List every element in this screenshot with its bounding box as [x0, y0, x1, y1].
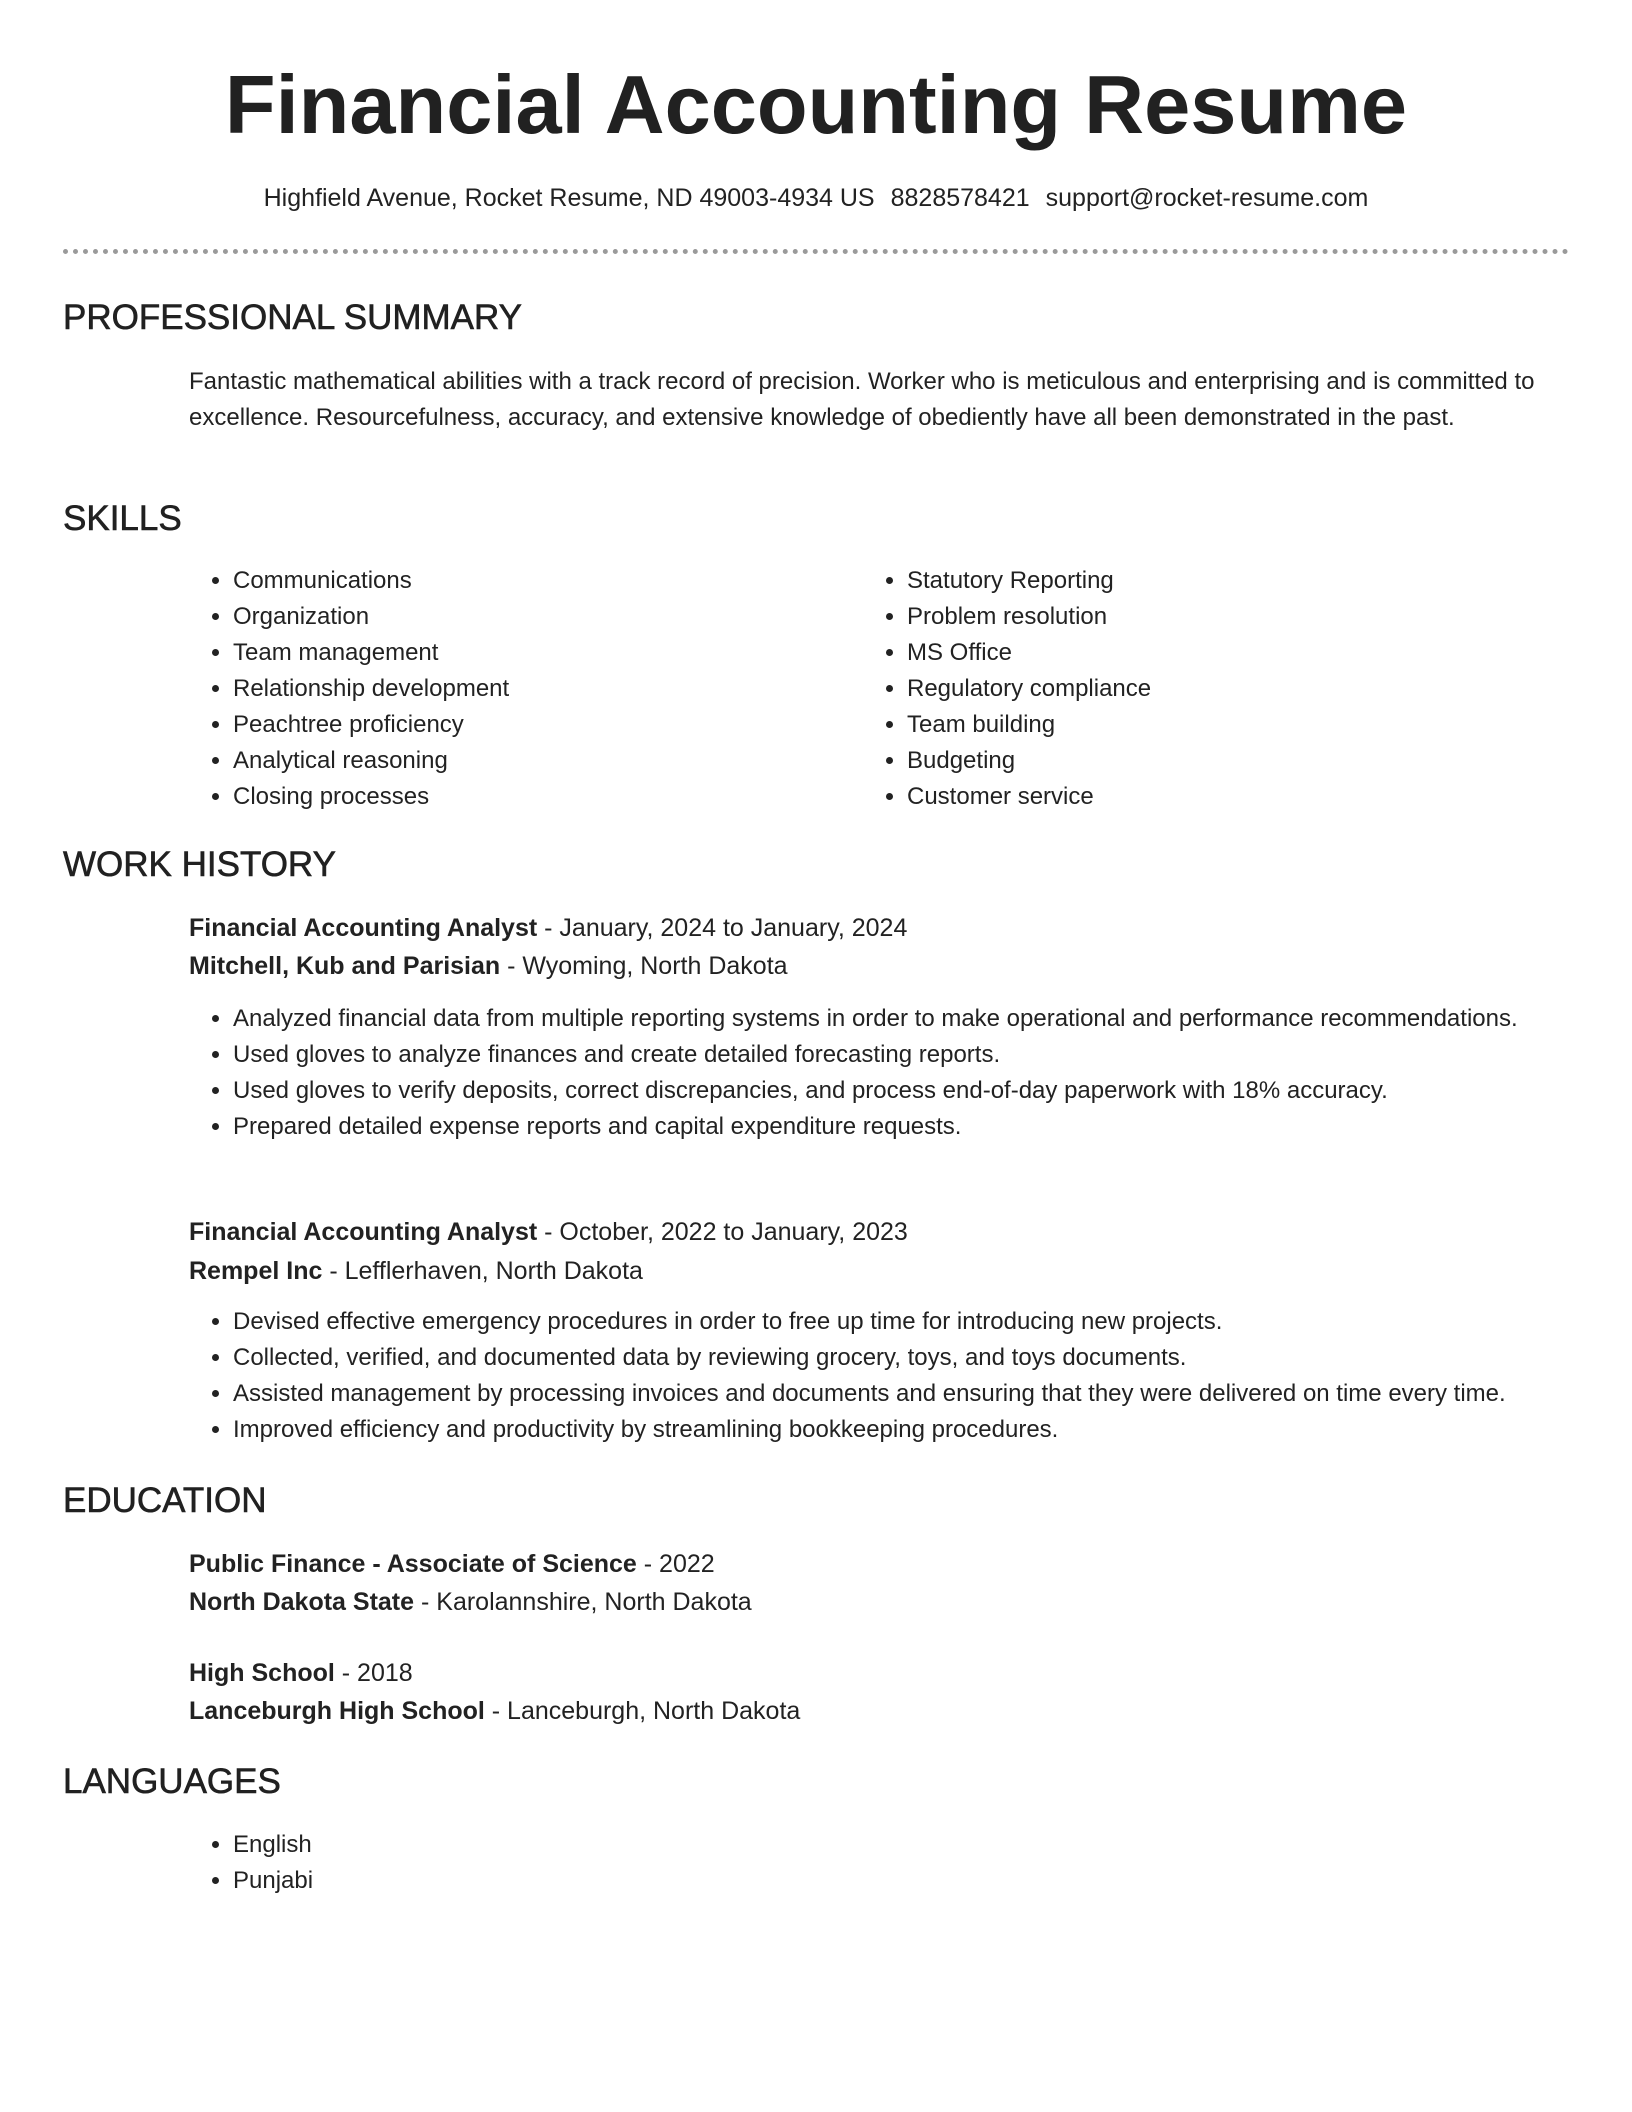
job-location: - Lefflerhaven, North Dakota [322, 1257, 643, 1285]
job-company-line [189, 1253, 643, 1289]
job-bullet: • Collected, verified, and documented data by reviewing grocery, toys, and toys documents. [233, 1340, 1632, 1376]
skills-heading: SKILLS [63, 499, 182, 538]
education-degree: High School [189, 1659, 335, 1687]
job-bullet: • Improved efficiency and productivity by streamlining bookkeeping procedures. [233, 1412, 1632, 1448]
skill-item: • Team building [907, 707, 1527, 743]
languages-heading: LANGUAGES [63, 1762, 281, 1801]
skill-item: • Budgeting [907, 743, 1527, 779]
skill-item: • Regulatory compliance [907, 671, 1527, 707]
job-bullet: • Used gloves to verify deposits, correct discrepancies, and process end-of-day paperwork with 18% accuracy. [233, 1073, 1593, 1109]
skills-list-right [863, 563, 1527, 815]
skill-item: • Relationship development [233, 671, 853, 707]
languages-list [189, 1827, 833, 1899]
skills-list-left [189, 563, 853, 815]
skill-item: • Communications [233, 563, 853, 599]
job-company-line [189, 948, 788, 984]
job-bullets [189, 1304, 1632, 1448]
work-heading: WORK HISTORY [63, 845, 336, 884]
job-role: Financial Accounting Analyst [189, 1218, 538, 1246]
resume-name: Financial Accounting Resume [224, 58, 1408, 151]
education-degree-line [189, 1546, 715, 1582]
job-company: Mitchell, Kub and Parisian [189, 952, 501, 980]
education-year: - 2018 [334, 1659, 413, 1687]
language-item: • Punjabi [233, 1863, 833, 1899]
job-title-line [189, 910, 907, 946]
job-bullets [189, 1001, 1593, 1145]
skill-item: • Problem resolution [907, 599, 1527, 635]
contact-email: support@rocket-resume.com [1045, 184, 1369, 212]
skill-item: • Peachtree proficiency [233, 707, 853, 743]
skill-item: • Organization [233, 599, 853, 635]
job-bullet: • Used gloves to analyze finances and create detailed forecasting reports. [233, 1037, 1593, 1073]
job-bullet: • Assisted management by processing invoices and documents and ensuring that they were delivered on time every time. [233, 1376, 1632, 1412]
education-heading: EDUCATION [63, 1481, 267, 1520]
education-location: - Karolannshire, North Dakota [414, 1588, 752, 1616]
language-item: • English [233, 1827, 833, 1863]
job-title-line [189, 1214, 908, 1250]
header-divider [63, 249, 1569, 254]
contact-line [0, 180, 1632, 216]
education-school-line [189, 1693, 800, 1729]
job-role: Financial Accounting Analyst [189, 914, 538, 942]
education-degree: Public Finance - Associate of Science [189, 1550, 637, 1578]
skill-item: • Team management [233, 635, 853, 671]
education-school: Lanceburgh High School [189, 1697, 485, 1725]
summary-text: Fantastic mathematical abilities with a track record of precision. Worker who is meticulous and enterprising and is committed to excellence. Resourcefulness, accuracy, and extensive knowledge of obediently have all been demonstrated in the past. [189, 368, 1535, 431]
job-bullet: • Analyzed financial data from multiple reporting systems in order to make operational and performance recommendations. [233, 1001, 1593, 1037]
contact-address: Highfield Avenue, Rocket Resume, ND 49003-4934 US [263, 184, 875, 212]
education-location: - Lanceburgh, North Dakota [484, 1697, 801, 1725]
job-bullet: • Devised effective emergency procedures in order to free up time for introducing new projects. [233, 1304, 1632, 1340]
education-year: - 2022 [636, 1550, 715, 1578]
skill-item: • Analytical reasoning [233, 743, 853, 779]
skill-item: • Statutory Reporting [907, 563, 1527, 599]
education-school-line [189, 1584, 752, 1620]
job-dates: - January, 2024 to January, 2024 [537, 914, 908, 942]
skill-item: • Closing processes [233, 779, 853, 815]
education-school: North Dakota State [189, 1588, 415, 1616]
contact-phone: 8828578421 [890, 184, 1030, 212]
job-company: Rempel Inc [189, 1257, 323, 1285]
job-bullet: • Prepared detailed expense reports and capital expenditure requests. [233, 1109, 1593, 1145]
skill-item: • Customer service [907, 779, 1527, 815]
skill-item: • MS Office [907, 635, 1527, 671]
job-location: - Wyoming, North Dakota [500, 952, 788, 980]
summary-heading: PROFESSIONAL SUMMARY [63, 298, 522, 337]
job-dates: - October, 2022 to January, 2023 [537, 1218, 908, 1246]
education-degree-line [189, 1655, 413, 1691]
